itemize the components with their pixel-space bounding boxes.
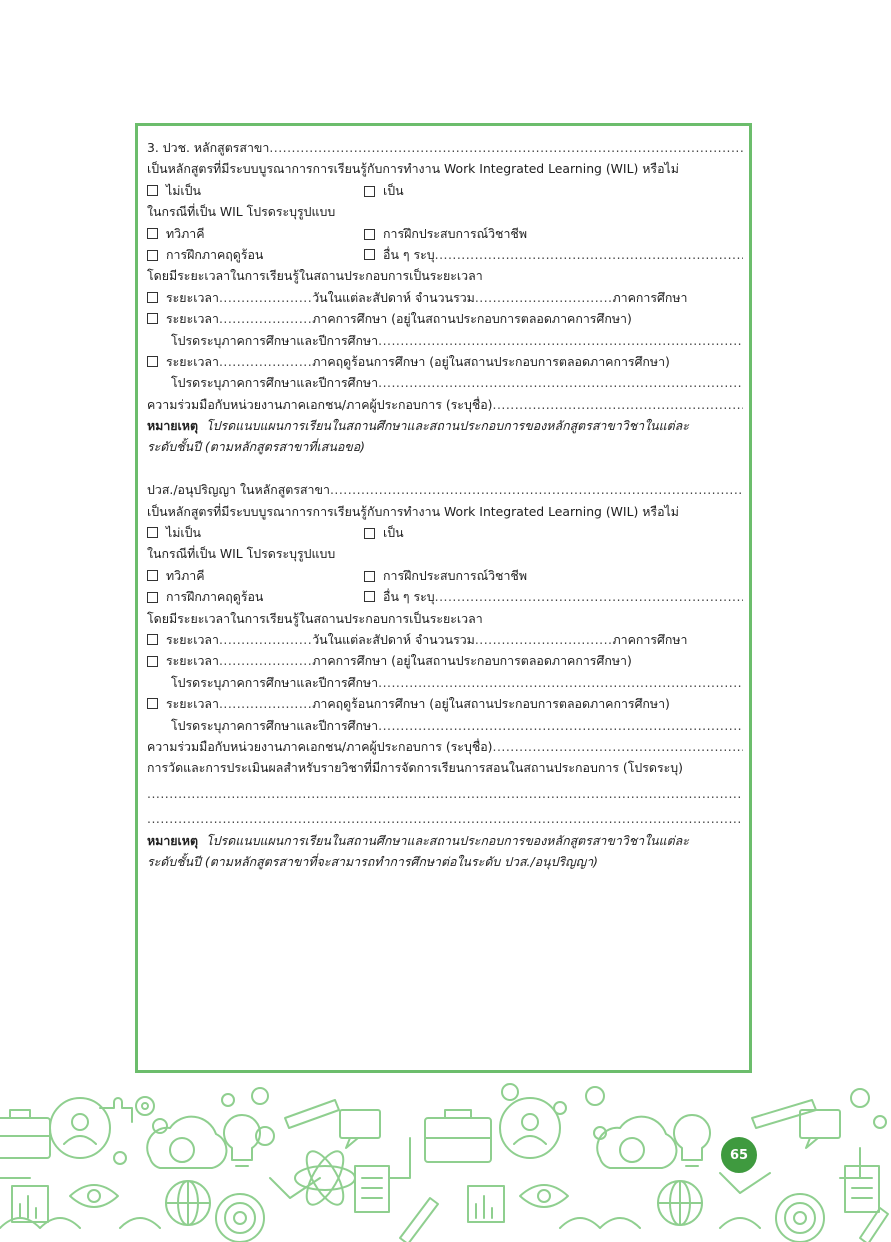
section2-duration-row1 xyxy=(147,629,743,650)
checkbox-duration3[interactable] xyxy=(147,698,158,709)
section2-assessment-fill2 xyxy=(147,808,743,829)
chat-icon xyxy=(800,1110,840,1148)
checkbox-practice[interactable] xyxy=(364,571,375,582)
fill-line[interactable] xyxy=(493,394,743,415)
gear-icon xyxy=(502,1084,606,1139)
specify-label: โปรดระบุภาคการศึกษาและปีการศึกษา xyxy=(171,375,379,391)
fill-line[interactable] xyxy=(493,736,743,757)
fill-line[interactable] xyxy=(378,715,743,736)
fill-line[interactable] xyxy=(435,586,743,607)
atom-icon xyxy=(295,1146,355,1210)
duration-label: ระยะเวลา xyxy=(166,353,219,369)
checkbox-dual[interactable] xyxy=(147,228,158,239)
label-no: ไม่เป็น xyxy=(166,182,201,198)
cooperation-label: ความร่วมมือกับหน่วยงานภาคเอกชน/ภาคผู้ประกอบการ (ระบุชื่อ) xyxy=(147,738,493,754)
duration-label: ภาคการศึกษา xyxy=(612,289,688,305)
fill-line[interactable]: ............................... xyxy=(474,289,613,305)
section2-type-row2 xyxy=(147,586,743,607)
label-no: ไม่เป็น xyxy=(166,525,201,541)
section2-duration3-specify xyxy=(147,715,743,736)
section2-type-row1 xyxy=(147,565,743,586)
section1-type-row2 xyxy=(147,244,743,265)
section2-note-row2: ระดับชั้นปี (ตามหลักสูตรสาขาที่จะสามารถทำการศึกษาต่อในระดับ ปวส./อนุปริญญา) xyxy=(147,853,599,869)
form-content xyxy=(147,137,743,872)
target-icon xyxy=(216,1194,264,1242)
section2-assessment: การวัดและการประเมินผลสำหรับรายวิชาที่มีการจัดการเรียนการสอนในสถานประกอบการ (โปรดระบุ) xyxy=(147,760,683,776)
section1-duration-prompt: โดยมีระยะเวลาในการเรียนรู้ในสถานประกอบการเป็นระยะเวลา xyxy=(147,268,483,284)
note-text: โปรดแนบแผนการเรียนในสถานศึกษาและสถานประกอบการของหลักสูตรสาขาวิชาในแต่ละ xyxy=(206,832,689,848)
duration-label: ระยะเวลา xyxy=(166,311,219,327)
fill-line[interactable]: ..................... xyxy=(218,289,313,305)
label-yes: เป็น xyxy=(383,182,404,198)
person-icon xyxy=(500,1098,560,1158)
duration-label: ระยะเวลา xyxy=(166,631,219,647)
section1-title: 3. ปวช. หลักสูตรสาขา xyxy=(147,140,270,155)
eye-icon xyxy=(520,1185,568,1207)
duration-label: ภาคฤดูร้อนการศึกษา (อยู่ในสถานประกอบการตลอดภาคการศึกษา) xyxy=(312,696,670,712)
cloud-sync-icon xyxy=(147,1117,226,1168)
label-summer: การฝึกภาคฤดูร้อน xyxy=(166,246,264,262)
gear-icon xyxy=(851,1089,886,1128)
checkbox-practice[interactable] xyxy=(364,229,375,240)
fill-line[interactable]: ............................... xyxy=(474,631,613,647)
duration-label: ระยะเวลา xyxy=(166,653,219,669)
checkbox-duration1[interactable] xyxy=(147,292,158,303)
duration-label: ระยะเวลา xyxy=(166,289,219,305)
checkbox-duration1[interactable] xyxy=(147,634,158,645)
section2-title: ปวส./อนุปริญญา ในหลักสูตรสาขา xyxy=(147,482,330,498)
label-other: อื่น ๆ ระบุ xyxy=(383,589,435,605)
checkbox-no[interactable] xyxy=(147,527,158,538)
telescope-icon xyxy=(285,1100,339,1128)
fill-line[interactable] xyxy=(147,808,743,829)
section1-type-row1 xyxy=(147,223,743,244)
checkbox-summer[interactable] xyxy=(147,592,158,603)
globe-icon xyxy=(166,1181,210,1225)
chat-icon xyxy=(340,1110,380,1148)
fill-line[interactable] xyxy=(269,137,743,158)
note-label: หมายเหตุ xyxy=(147,418,199,434)
section2-title-row xyxy=(147,479,743,500)
label-dual: ทวิภาคี xyxy=(166,225,205,241)
label-dual: ทวิภาคี xyxy=(166,567,205,583)
globe-icon xyxy=(658,1181,702,1225)
section1-duration2-specify xyxy=(147,330,743,351)
bar-chart-icon xyxy=(12,1186,48,1222)
section1-title-row xyxy=(147,137,743,158)
checkbox-duration2[interactable] xyxy=(147,656,158,667)
fill-line[interactable]: ..................... xyxy=(218,353,313,369)
checkbox-dual[interactable] xyxy=(147,570,158,581)
eye-icon xyxy=(70,1185,118,1207)
fill-line[interactable] xyxy=(378,672,743,693)
label-practice: การฝึกประสบการณ์วิชาชีพ xyxy=(383,225,527,241)
specify-label: โปรดระบุภาคการศึกษาและปีการศึกษา xyxy=(171,717,379,733)
section2-duration-prompt: โดยมีระยะเวลาในการเรียนรู้ในสถานประกอบการเป็นระยะเวลา xyxy=(147,610,483,626)
duration-label: ภาคการศึกษา xyxy=(612,631,688,647)
label-summer: การฝึกภาคฤดูร้อน xyxy=(166,589,264,605)
checkbox-yes[interactable] xyxy=(364,186,375,197)
duration-label: ภาคการศึกษา (อยู่ในสถานประกอบการตลอดภาคการศึกษา) xyxy=(312,311,632,327)
label-other: อื่น ๆ ระบุ xyxy=(383,246,435,262)
section2-note-row1 xyxy=(147,830,743,851)
section1-duration-row1 xyxy=(147,287,743,308)
lightbulb-icon xyxy=(224,1115,260,1166)
checkbox-duration2[interactable] xyxy=(147,313,158,324)
section2-yesno-row xyxy=(147,522,743,543)
section1-wil-question: เป็นหลักสูตรที่มีระบบบูรณาการการเรียนรู้กับการทำงาน Work Integrated Learning (WIL) หรือไม่ xyxy=(147,161,679,177)
briefcase-icon xyxy=(425,1110,491,1162)
duration-label: ภาคการศึกษา (อยู่ในสถานประกอบการตลอดภาคการศึกษา) xyxy=(312,653,632,669)
section1-yesno-row xyxy=(147,180,743,201)
document-icon xyxy=(845,1166,879,1212)
section2-duration-row2 xyxy=(147,650,743,671)
duration-label: ภาคฤดูร้อนการศึกษา (อยู่ในสถานประกอบการตลอดภาคการศึกษา) xyxy=(312,353,670,369)
checkbox-other[interactable] xyxy=(364,591,375,602)
briefcase-icon xyxy=(0,1110,50,1158)
specify-label: โปรดระบุภาคการศึกษาและปีการศึกษา xyxy=(171,332,379,348)
section1-note-row1 xyxy=(147,415,743,436)
checkbox-duration3[interactable] xyxy=(147,356,158,367)
fill-line[interactable]: ..................... xyxy=(218,653,313,669)
label-yes: เป็น xyxy=(383,525,404,541)
checkbox-other[interactable] xyxy=(364,249,375,260)
duration-label: วันในแต่ละสัปดาห์ จำนวนรวม xyxy=(312,289,475,305)
specify-label: โปรดระบุภาคการศึกษาและปีการศึกษา xyxy=(171,674,379,690)
checkbox-summer[interactable] xyxy=(147,250,158,261)
page-number-badge xyxy=(718,1134,760,1176)
fill-line[interactable]: ..................... xyxy=(218,311,313,327)
fill-line[interactable]: ..................... xyxy=(218,631,313,647)
note-label: หมายเหตุ xyxy=(147,832,199,848)
section1-wil-type-prompt: ในกรณีที่เป็น WIL โปรดระบุรูปแบบ xyxy=(147,204,336,220)
cooperation-label: ความร่วมมือกับหน่วยงานภาคเอกชน/ภาคผู้ประกอบการ (ระบุชื่อ) xyxy=(147,396,493,412)
section1-duration3-specify xyxy=(147,372,743,393)
fill-line[interactable] xyxy=(378,372,743,393)
page-number: 65 xyxy=(729,1147,749,1163)
fill-line[interactable] xyxy=(330,479,743,500)
cloud-sync-icon xyxy=(597,1117,676,1168)
target-icon xyxy=(776,1194,824,1242)
section2-cooperation-row xyxy=(147,736,743,757)
section2-duration-row3 xyxy=(147,693,743,714)
section1-duration-row2 xyxy=(147,308,743,329)
duration-label: ระยะเวลา xyxy=(166,696,219,712)
section2-wil-type-prompt: ในกรณีที่เป็น WIL โปรดระบุรูปแบบ xyxy=(147,546,336,562)
section2-assessment-fill1 xyxy=(147,783,743,804)
bar-chart-icon xyxy=(468,1186,504,1222)
note-text: โปรดแนบแผนการเรียนในสถานศึกษาและสถานประกอบการของหลักสูตรสาขาวิชาในแต่ละ xyxy=(206,418,689,434)
fill-line[interactable] xyxy=(378,330,743,351)
checkbox-yes[interactable] xyxy=(364,528,375,539)
fill-line[interactable] xyxy=(435,244,743,265)
telescope-icon xyxy=(752,1100,816,1128)
section2-duration2-specify xyxy=(147,672,743,693)
document-icon xyxy=(355,1166,389,1212)
lightbulb-icon xyxy=(674,1115,710,1166)
label-practice: การฝึกประสบการณ์วิชาชีพ xyxy=(383,567,527,583)
section1-duration-row3 xyxy=(147,351,743,372)
checkbox-no[interactable] xyxy=(147,185,158,196)
section1-cooperation-row xyxy=(147,394,743,415)
duration-label: วันในแต่ละสัปดาห์ จำนวนรวม xyxy=(312,631,475,647)
section1-note-row2: ระดับชั้นปี (ตามหลักสูตรสาขาที่เสนอขอ) xyxy=(147,439,366,455)
fill-line[interactable] xyxy=(147,783,743,804)
section2-wil-question: เป็นหลักสูตรที่มีระบบบูรณาการการเรียนรู้กับการทำงาน Work Integrated Learning (WIL) หรือไม่ xyxy=(147,503,679,519)
fill-line[interactable]: ..................... xyxy=(218,696,313,712)
